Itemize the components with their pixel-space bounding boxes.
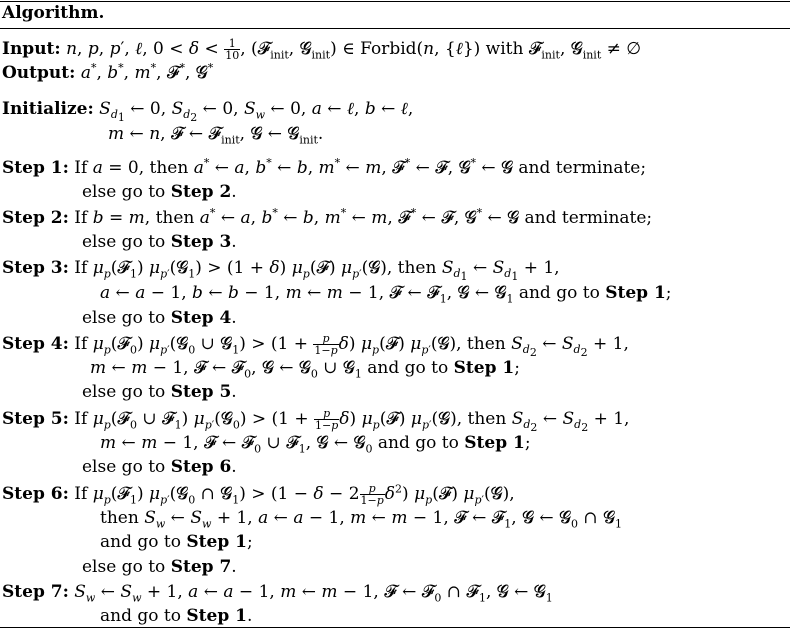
initialize-line-1 (2, 99, 414, 125)
step-1-line-2: else go to Step 2. (82, 182, 237, 202)
input-line (2, 38, 641, 61)
top-rule (0, 1, 790, 2)
input-text: n, p, p′, ℓ, 0 < δ < $\frac{1}{10}$ , (𝓕$_{init}$, 𝓖$_{init}$) ∈ Forbid(n, {ℓ}) with 𝓕$_{init}$, 𝓖$_{init}$ ≠ ∅ (66, 37, 642, 62)
step-7-label: Step 7: (2, 582, 69, 602)
step-5-line-1: Step 5: If $\mu_p(𝓕_0$ ∪ 𝓕$_1$) $\mu_{p'}(𝓖_0) > (1$ + $\frac{p}{1-p}$ δ) $\mu_p(𝓕)$ $\mu_{p'}(𝓖)$, then $S_{d_2}$ ← $S_{d_2} + 1$, (2, 407, 630, 435)
step-6-label: Step 6: (2, 484, 69, 504)
step-3-line-1: Step 3: If $\mu_p(𝓕_1)$ $\mu_{p'}(𝓖_1) > (1 + \delta)$ $\mu_p(𝓕)$ $\mu_{p'}(𝓖)$, then $S_{d_1}$ ← $S_{d_1} + 1$, (2, 258, 560, 284)
initialize-label: Initialize: (2, 99, 94, 119)
initialize-text-1: $S_{d_1}$ ← 0, $S_{d_2}$ ← 0, $S_w$ ← 0, a ← ℓ, b ← ℓ, (99, 99, 414, 125)
step-6-line-3: and go to Step 1; (100, 532, 253, 552)
step-1-line-1: Step 1: If a = 0, then a* ← a, b* ← b, m* ← m, 𝓕* ← 𝓕, 𝓖* ← 𝓖 and terminate; (2, 156, 647, 178)
step-3-line-2: a ← a − 1, b ← b − 1, m ← m − 1, 𝓕 ← 𝓕$_1$, 𝓖 ← 𝓖$_1$ and go to Step 1; (100, 283, 672, 306)
output-line (2, 63, 213, 83)
step-6-line-2: then $S_w$ ← $S_w + 1$, a ← a − 1, m ← m − 1, 𝓕 ← 𝓕$_1$, 𝓖 ← 𝓖$_0$ ∩ 𝓖$_1$ (100, 508, 623, 531)
step-5-label: Step 5: (2, 409, 69, 429)
step-4-line-2: m ← m − 1, 𝓕 ← 𝓕$_0$, 𝓖 ← 𝓖$_0$ ∪ 𝓖$_1$ and go to Step 1; (90, 358, 520, 381)
step-4-line-1: Step 4: If $\mu_p(𝓕_0)$ $\mu_{p'}(𝓖_0$ ∪ 𝓖$_1$) > (1 + $\frac{p}{1-p}$ δ) $\mu_p(𝓕)$ $\mu_{p'}(𝓖)$, then $S_{d_2}$ ← $S_{d_2} + 1$, (2, 332, 629, 360)
title-rule (0, 28, 790, 29)
step-4-label: Step 4: (2, 334, 69, 354)
step-2-line-1: Step 2: If b = m, then a* ← a, b* ← b, m* ← m, 𝓕* ← 𝓕, 𝓖* ← 𝓖 and terminate; (2, 206, 653, 228)
step-7-line-1: Step 7: $S_w$ ← $S_w + 1$, a ← a − 1, m ← m − 1, 𝓕 ← 𝓕$_0$ ∩ 𝓕$_1$, 𝓖 ← 𝓖$_1$ (2, 582, 553, 605)
step-5-line-3: else go to Step 6. (82, 457, 237, 477)
step-1-label: Step 1: (2, 158, 69, 178)
step-6-line-1: Step 6: If $\mu_p(𝓕_1)$ $\mu_{p'}(𝓖_0$ ∩ 𝓖$_1$) > (1 − δ − 2 $\frac{p}{1-p}$ $\delta^2$) $\mu_p(𝓕)$ $\mu_{p'}(𝓖)$, (2, 482, 515, 507)
step-7-line-2: and go to Step 1. (100, 606, 253, 626)
algorithm-title: Algorithm. (2, 3, 105, 23)
step-5-line-2: m ← m − 1, 𝓕 ← 𝓕$_0$ ∪ 𝓕$_1$, 𝓖 ← 𝓖$_0$ and go to Step 1; (100, 433, 531, 456)
output-text: a*, b*, m*, 𝓕*, 𝓖* (80, 61, 214, 83)
step-3-line-3: else go to Step 4. (82, 308, 237, 328)
step-2-label: Step 2: (2, 208, 69, 228)
step-4-line-3: else go to Step 5. (82, 382, 237, 402)
initialize-line-2: m ← n, 𝓕 ← 𝓕$_{init}$, 𝓖 ← 𝓖$_{init}$. (108, 124, 324, 147)
step-6-line-4: else go to Step 7. (82, 557, 237, 577)
output-label: Output: (2, 63, 76, 83)
bottom-rule (0, 627, 790, 628)
step-2-line-2: else go to Step 3. (82, 232, 237, 252)
input-label: Input: (2, 39, 61, 59)
step-3-label: Step 3: (2, 258, 69, 278)
